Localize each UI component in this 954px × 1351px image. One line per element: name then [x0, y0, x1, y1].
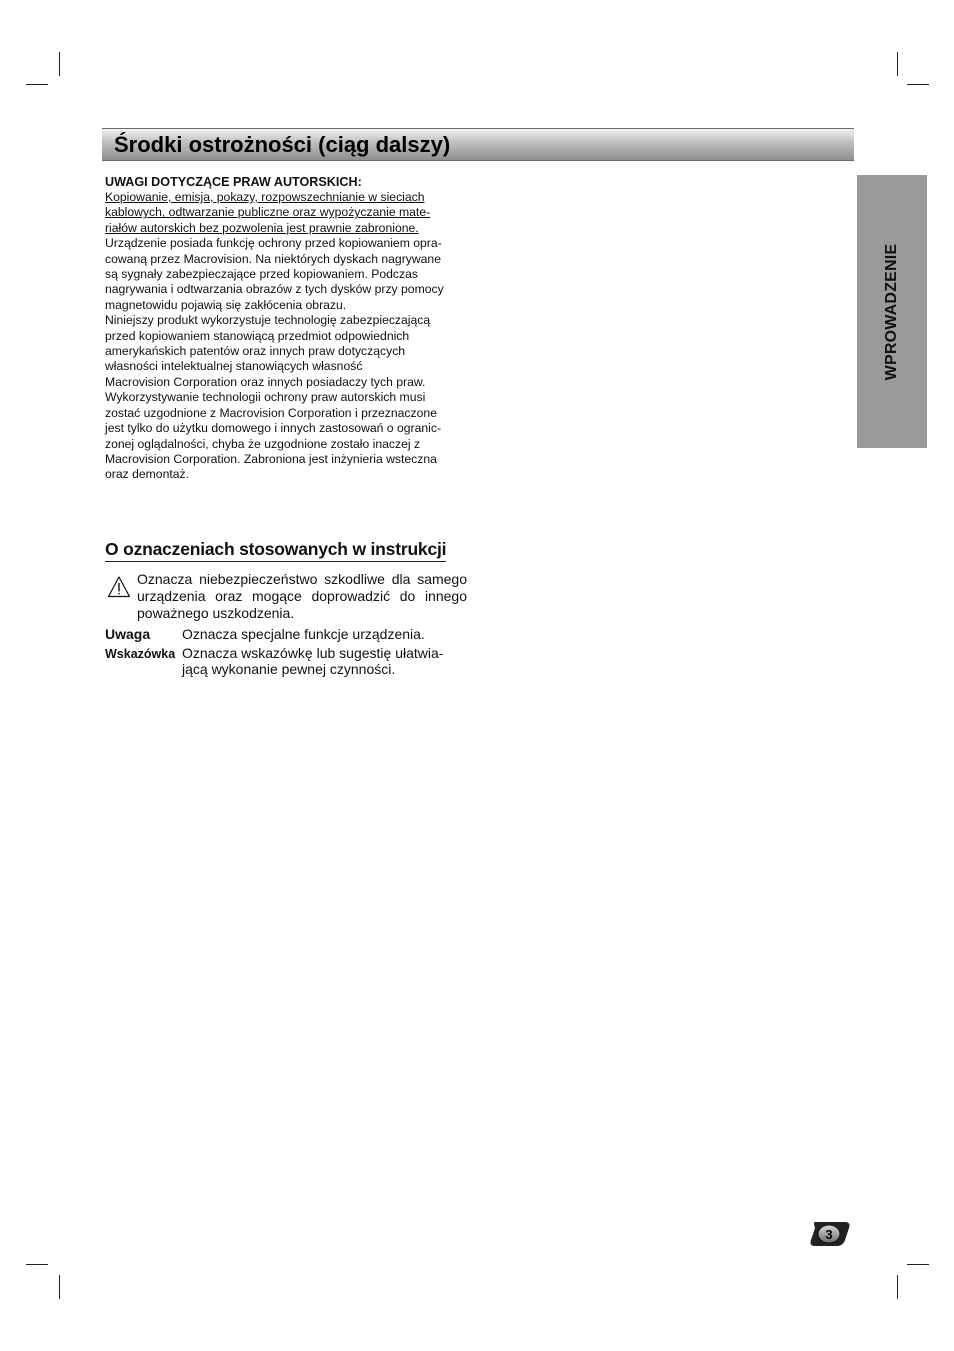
copyright-line: oraz demontaż.: [105, 467, 190, 482]
warning-line: poważnego uszkodzenia.: [137, 605, 295, 621]
copyright-line: Wykorzystywanie technologii ochrony praw autorskich musi: [105, 390, 426, 405]
copyright-line: Niniejszy produkt wykorzystuje technologię zabezpieczającą: [105, 313, 431, 328]
page-title-bar: [102, 128, 854, 161]
copyright-line: zonej oglądalności, chyba że uzgodnione zostało inaczej z: [105, 436, 421, 451]
copyright-underlined-line: Kopiowanie, emisja, pokazy, rozpowszechnianie w sieciach: [105, 190, 425, 204]
page-title: Środki ostrożności (ciąg dalszy): [114, 132, 451, 157]
copyright-line: jest tylko do użytku domowego i innych zastosowań o ogranic-: [105, 421, 442, 436]
tip-description-line: Oznacza wskazówkę lub sugestię ułatwia-: [182, 645, 444, 661]
warning-line: urządzenia oraz mogące doprowadzić do innego: [137, 588, 467, 604]
crop-mark: [907, 1264, 929, 1265]
copyright-underlined-line: riałów autorskich bez pozwolenia jest prawnie zabronione.: [105, 220, 419, 235]
side-tab-label: WPROWADZENIE: [883, 243, 900, 380]
crop-mark: [907, 84, 929, 85]
copyright-line: własności intelektualnej stanowiących własność: [105, 359, 363, 374]
crop-mark: [26, 1264, 48, 1265]
copyright-underlined-line: kablowych, odtwarzanie publiczne oraz wypożyczanie mate-: [105, 205, 431, 220]
copyright-line: Macrovision Corporation oraz innych posiadaczy tych praw.: [105, 374, 426, 389]
crop-mark: [26, 84, 48, 85]
tip-description-line: jącą wykonanie pewnej czynności.: [182, 661, 396, 677]
copyright-line: magnetowidu pojawią się zakłócenia obrazu.: [105, 297, 347, 312]
copyright-line: cowaną przez Macrovision. Na niektórych dyskach nagrywane: [105, 251, 441, 266]
page-number: 3: [825, 1227, 833, 1242]
crop-mark: [59, 1275, 60, 1299]
crop-mark: [897, 1275, 898, 1299]
copyright-line: nagrywania i odtwarzania obrazów z tych dysków przy pomocy: [105, 282, 444, 297]
page-number-badge: [809, 1221, 851, 1247]
crop-mark: [59, 52, 60, 76]
crop-mark: [897, 52, 898, 76]
section-side-tab: [857, 175, 927, 448]
symbols-heading: O oznaczeniach stosowanych w instrukcji: [105, 538, 446, 562]
note-description: Oznacza specjalne funkcje urządzenia.: [182, 626, 425, 642]
copyright-line: Macrovision Corporation. Zabroniona jest inżynieria wsteczna: [105, 451, 437, 466]
note-term: Uwaga: [105, 626, 151, 642]
copyright-line: przed kopiowaniem stanowiącą przedmiot odpowiednich: [105, 328, 410, 343]
copyright-line: Urządzenie posiada funkcję ochrony przed kopiowaniem opra-: [105, 236, 442, 251]
warning-line: Oznacza niebezpieczeństwo szkodliwe dla samego: [137, 571, 467, 587]
copyright-line: zostać uzgodnione z Macrovision Corporation i przeznaczone: [105, 405, 437, 420]
warning-triangle-icon: [107, 575, 131, 599]
tip-term: Wskazówka: [105, 647, 176, 661]
copyright-line: są sygnały zabezpieczające przed kopiowaniem. Podczas: [105, 267, 418, 282]
warning-description: [137, 571, 467, 622]
copyright-heading: UWAGI DOTYCZĄCE PRAW AUTORSKICH:: [105, 175, 362, 189]
copyright-notice: [105, 174, 467, 483]
copyright-line: amerykańskich patentów oraz innych praw dotyczących: [105, 344, 406, 359]
